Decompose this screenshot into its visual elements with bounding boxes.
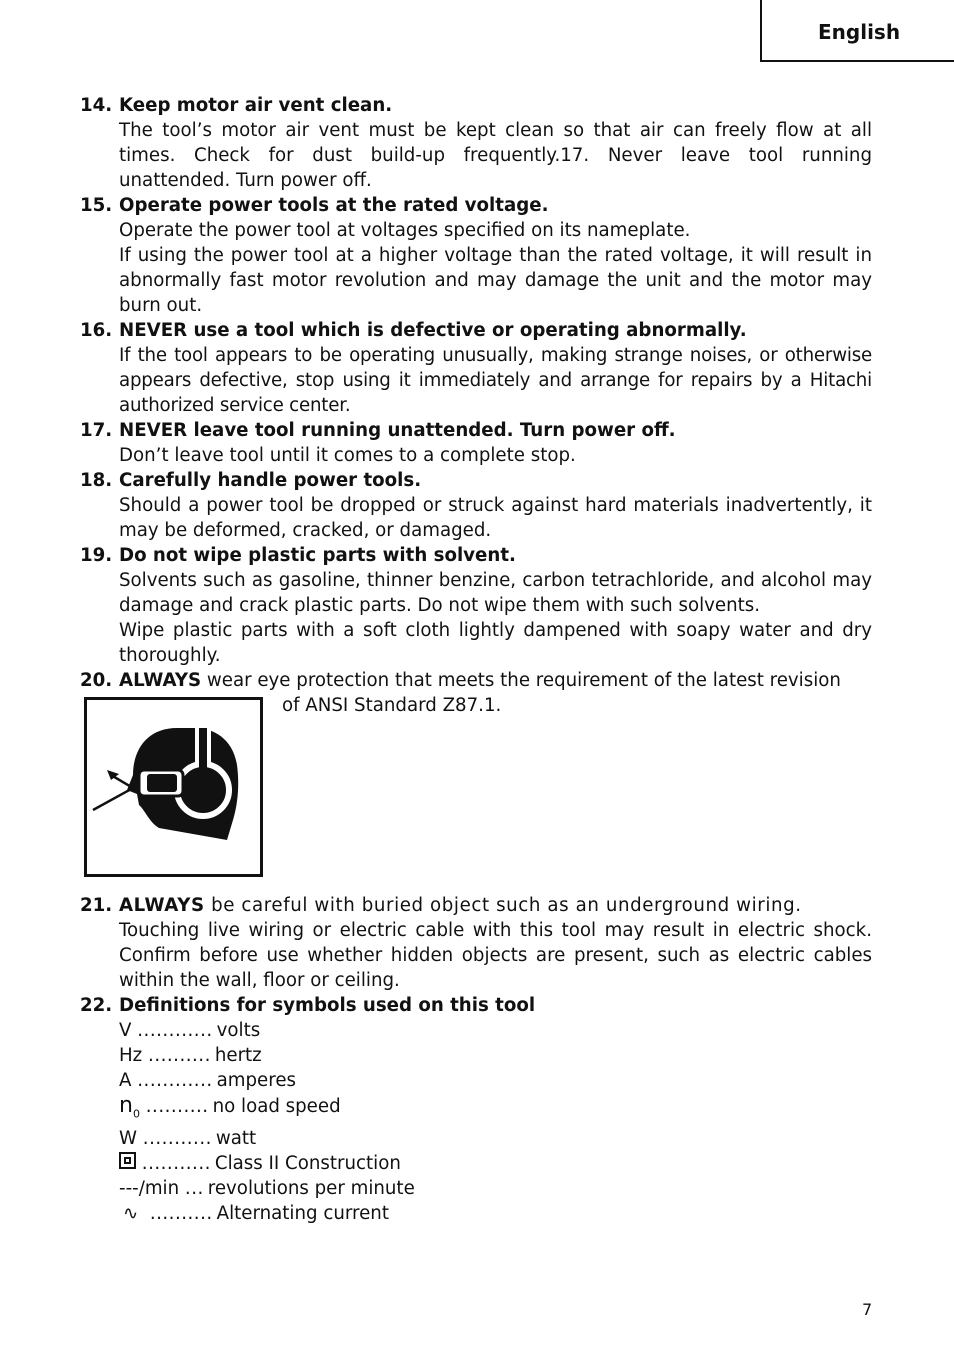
item-number: 20. <box>80 670 113 691</box>
leader-dots: ........... <box>142 1128 212 1150</box>
item-number: 16. <box>80 320 113 341</box>
symbol: V <box>119 1020 132 1041</box>
symbol-meaning: Alternating current <box>216 1203 389 1225</box>
item-14 <box>80 93 872 193</box>
item-body: Should a power tool be dropped or struck against hard materials inadvertently, it may be deformed, cracked, or damaged. <box>119 495 872 541</box>
symbol: ---/min <box>119 1178 180 1200</box>
item-lead: ALWAYS <box>119 895 205 916</box>
leader-dots: .......... <box>148 1045 211 1066</box>
item-number: 22. <box>80 995 113 1016</box>
symbol-meaning: no load speed <box>212 1096 341 1117</box>
alternating-current-icon: ∿ <box>123 1203 139 1225</box>
symbol-row-volts <box>119 1018 872 1043</box>
symbol: A <box>119 1070 132 1091</box>
item-body: Don’t leave tool until it comes to a complete stop. <box>119 445 576 466</box>
item-22 <box>80 993 872 1226</box>
item-17 <box>80 418 872 468</box>
symbol-row-amperes <box>119 1068 872 1093</box>
symbol-meaning: watt <box>215 1128 257 1150</box>
item-19 <box>80 543 872 668</box>
language-tab <box>760 0 954 62</box>
symbol-meaning: hertz <box>214 1045 262 1066</box>
item-16 <box>80 318 872 418</box>
eye-protection-pictogram <box>84 697 263 877</box>
item-heading: Definitions for symbols used on this tool <box>119 995 536 1016</box>
leader-dots: ........... <box>141 1153 211 1175</box>
symbol-meaning: volts <box>216 1020 261 1041</box>
page-number: 7 <box>862 1300 873 1319</box>
item-number: 15. <box>80 195 113 216</box>
item-heading: Carefully handle power tools. <box>119 470 422 491</box>
item-heading: NEVER leave tool running unattended. Turn power off. <box>119 420 676 441</box>
symbol-meaning: amperes <box>216 1070 296 1091</box>
leader-dots: .......... <box>149 1203 213 1225</box>
symbol-row-rpm <box>119 1176 872 1201</box>
symbol-meaning: revolutions per minute <box>207 1178 415 1200</box>
item-body: Touching live wiring or electric cable with this tool may result in electric shock. Confirm before use whether hidden objects are present, such as electric cables within the wall, floor or ceiling. <box>119 920 872 991</box>
item-line-1: wear eye protection that meets the requirement of the latest revision <box>201 670 841 691</box>
item-21 <box>80 893 872 993</box>
eye-protection-icon <box>87 700 260 874</box>
item-heading: Operate power tools at the rated voltage. <box>119 195 549 216</box>
symbol-row-alternating-current <box>119 1201 872 1226</box>
item-heading: Do not wipe plastic parts with solvent. <box>119 545 516 566</box>
symbol: Hz <box>119 1045 143 1066</box>
leader-dots: ... <box>184 1178 204 1200</box>
item-number: 17. <box>80 420 113 441</box>
item-heading: Keep motor air vent clean. <box>119 95 393 116</box>
symbol: W <box>119 1128 137 1150</box>
item-number: 19. <box>80 545 113 566</box>
item-number: 21. <box>80 895 113 916</box>
item-body: Operate the power tool at voltages specified on its nameplate. <box>119 220 691 241</box>
item-number: 14. <box>80 95 113 116</box>
symbol-meaning: Class II Construction <box>214 1153 401 1175</box>
symbol-row-watt <box>119 1126 872 1151</box>
item-body: The tool’s motor air vent must be kept clean so that air can freely flow at all times. Check for dust build-up frequently.17. Never leave tool running unattended. Turn power off. <box>119 120 872 191</box>
item-18 <box>80 468 872 543</box>
leader-dots: ............ <box>137 1070 213 1091</box>
symbol-row-class-ii <box>119 1151 872 1176</box>
item-heading: NEVER use a tool which is defective or operating abnormally. <box>119 320 747 341</box>
item-number: 18. <box>80 470 113 491</box>
item-body-2: Wipe plastic parts with a soft cloth lightly dampened with soapy water and dry thoroughly. <box>119 620 872 666</box>
symbol: $n_0$ <box>119 1093 140 1121</box>
item-body: Solvents such as gasoline, thinner benzine, carbon tetrachloride, and alcohol may damage and crack plastic parts. Do not wipe them with such solvents. <box>119 570 872 616</box>
language-label: English <box>818 20 901 44</box>
class-ii-square-icon <box>119 1152 136 1169</box>
item-lead: ALWAYS <box>119 670 202 691</box>
item-body-2: If using the power tool at a higher voltage than the rated voltage, it will result in abnormally fast motor revolution and may damage the unit and the motor may burn out. <box>119 245 872 316</box>
item-line-2: of ANSI Standard Z87.1. <box>282 695 502 716</box>
item-line-1: be careful with buried object such as an underground wiring. <box>204 895 802 916</box>
safety-instructions <box>80 93 872 718</box>
item-21-22-block <box>80 893 872 1226</box>
leader-dots: .......... <box>145 1096 209 1117</box>
item-body: If the tool appears to be operating unusually, making strange noises, or otherwise appears defective, stop using it immediately and arrange for repairs by a Hitachi authorized service center. <box>119 345 872 416</box>
leader-dots: ............ <box>137 1020 213 1041</box>
symbol-row-hertz <box>119 1043 872 1068</box>
symbol-row-no-load-speed <box>119 1093 872 1126</box>
item-15 <box>80 193 872 318</box>
